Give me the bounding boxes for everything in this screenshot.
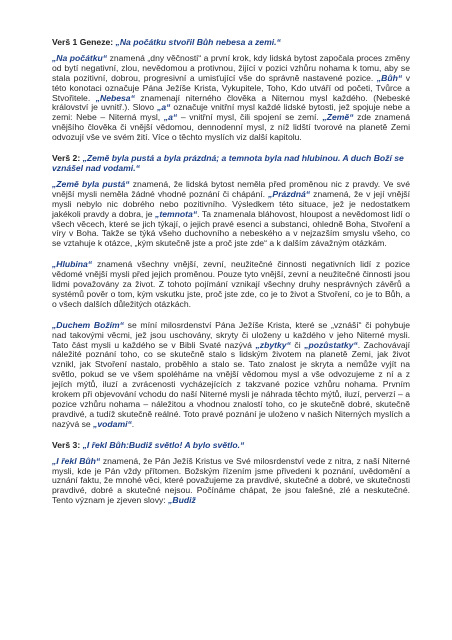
paragraph-1	[52, 54, 410, 143]
paragraph-4	[52, 321, 410, 430]
text: v této konotaci označuje Pána Ježíše Krista, Vykupitele, Toho, Kdo utváří od početi, Tvůrce a Stvořitele.	[52, 72, 410, 103]
keyword: „Nebesa“	[95, 92, 135, 103]
text: znamenají niterného člověka a Niternou mysl každého. (Nebeské království je uvnitř.). Slovo	[52, 92, 410, 113]
verse-label: Verš 2:	[52, 153, 83, 164]
paragraph-5	[52, 457, 410, 507]
text: se míní milosrdenství Pána Ježíše Krista, které se „vznáší“ či pohybuje nad takovými věcmi, jež jsou uschovány, skryty či uloženy u každého v jeho Niterné mysli. Tato část mysli u každého se v Bibli Svaté nazývá	[52, 319, 410, 350]
text: . Ta znamenala bláhovost, hloupost a nevědomost lidí o všech věcech, které se jich týkají, o jejich pravé esenci a substanci, ohledně Boha, Stvoření a víry v Boha. Takže se týká všeho duchovního a nebeského a v nejzazším smyslu všeho, co se vztahuje k otázce, „kým skutečně jste a proč jste zde“ a k dalším závažným otázkám.	[52, 208, 410, 249]
keyword: „Hlubina“	[52, 259, 93, 270]
text: .	[131, 418, 135, 429]
keyword: „a“	[157, 102, 171, 113]
keyword: „vodami“	[93, 418, 132, 429]
text: zde znamená vnějšího člověka či vnější vědomou, dennodenní mysl, z níž lidští tvorové na planetě Zemi odvozují vše ve svém žití. Více o těchto myslích viz další kapitolu.	[52, 112, 411, 143]
paragraph-3	[52, 260, 410, 310]
text: znamená všechny vnější, zevní, neužitečné činnosti negativních lidí z pozice vědomé vnější mysli před jejich proměnou. Pouze tyto vnější, zevní a neužitečné činnosti jsou lidmi považovány za život. Z tohoto pojímání vznikají všechny druhy nesprávných závěrů a systémů pověr o tom, kým vskutku jste, proč jste zde, co je to život a Stvoření, co je to Bůh, a o všech dalších důležitých otázkách.	[52, 259, 410, 309]
keyword: „I řekl Bůh“	[52, 455, 101, 466]
text: znamená, že lidská bytost neměla před proměnou nic z pravdy. Ve své vnější mysli neměla žádné vhodné poznání či chápání.	[52, 178, 410, 199]
verse-label: Verš 3:	[52, 439, 83, 450]
text: . Zachovávají náležité poznání toho, co se skutečně stalo s lidským životem na planetě Zemi, jak život vznikl, jak Stvoření nastalo, proběhlo a stalo se. Tato znalost je skryta a nemůže vyjít na světlo, pokud se ve všem spoléháme na vnější vědomou mysl a vše odvozujeme z ní a z jejích mýtů, iluzí a zvrácenosti vycházejících z takzvané pozice vzhůru nohama. Prvním krokem při objevování vchodu do naší Niterné mysli je náhrada těchto mýtů, iluzí, perverzí – a pozice vzhůru nohama – náležitou a vhodnou znalostí toho, co je skutečně dobré, skutečně pravdivé, a tudíž skutečně reálné. Toto pravé poznání je uloženo v našich Niterných myslích a nazývá se	[52, 339, 411, 429]
verse-3-heading	[52, 441, 410, 451]
verse-quote: „Země byla pustá a byla prázdná; a temnota byla nad hlubinou. A duch Boží se vznášel nad vodami.“	[52, 153, 404, 173]
verse-quote: „Na počátku stvořil Bůh nebesa a zemi.“	[115, 37, 281, 47]
keyword: „Duchem Božím“	[52, 319, 124, 330]
text: – vnitřní mysl, čili spojení se zemí.	[177, 112, 323, 123]
keyword: „Prázdná“	[268, 188, 311, 199]
keyword: „Země byla pustá“	[52, 178, 130, 189]
verse-label: Verš 1 Geneze:	[52, 37, 116, 47]
text: znamená „dny věčnosti“ a první krok, kdy lidská bytost započala proces změny od bytí negativní, zlou, nevědomou a protivnou, žijící v pozici vzhůru nohama k tomu, aby se stala pozitivní, dobrou, progresivní a umisťující vše do správně nastavené pozice.	[52, 52, 410, 83]
verse-1-heading	[52, 38, 410, 48]
keyword: „zbytky“	[255, 339, 291, 350]
verse-quote: „I řekl Bůh:Budiž světlo! A bylo světlo.“	[82, 439, 245, 450]
paragraph-2	[52, 180, 410, 249]
keyword: „Země“	[322, 112, 354, 123]
keyword: „Na počátku“	[52, 52, 108, 63]
keyword: „pozůstatky“	[304, 339, 358, 350]
text: označuje vnitřní mysl každé lidské bytosti, jež spojuje nebe a zemi: Nebe – Niterná mysl,	[52, 102, 410, 123]
text: či	[290, 339, 305, 350]
text: znamená, že v její vnější mysli nebylo nic dobrého nebo pozitivního. Výsledkem této situace, jež je nedostatkem jakékoli pravdy a dobra, je	[52, 188, 410, 219]
keyword: „Budiž	[168, 495, 196, 506]
text: znamená, že Pán Ježíš Kristus ve Své milosrdenství vede z nitra, z naší Niterné mysli, kde je Pán vždy přítomen. Božským řízením jsme přivedeni k poznání, uvědomění a uznání faktu, že mnohé věci, které považujeme za pravdivé, skutečné a dobré, ve skutečnosti pravdivé, dobré a skutečné nejsou. Počínáme chápat, že jsou falešné, zlé a neskutečné. Tento význam je zjeven slovy:	[52, 455, 410, 506]
keyword: „a“	[163, 112, 178, 123]
keyword: „temnota“	[155, 208, 198, 219]
keyword: „Bůh“	[376, 72, 403, 83]
verse-2-heading	[52, 154, 410, 174]
